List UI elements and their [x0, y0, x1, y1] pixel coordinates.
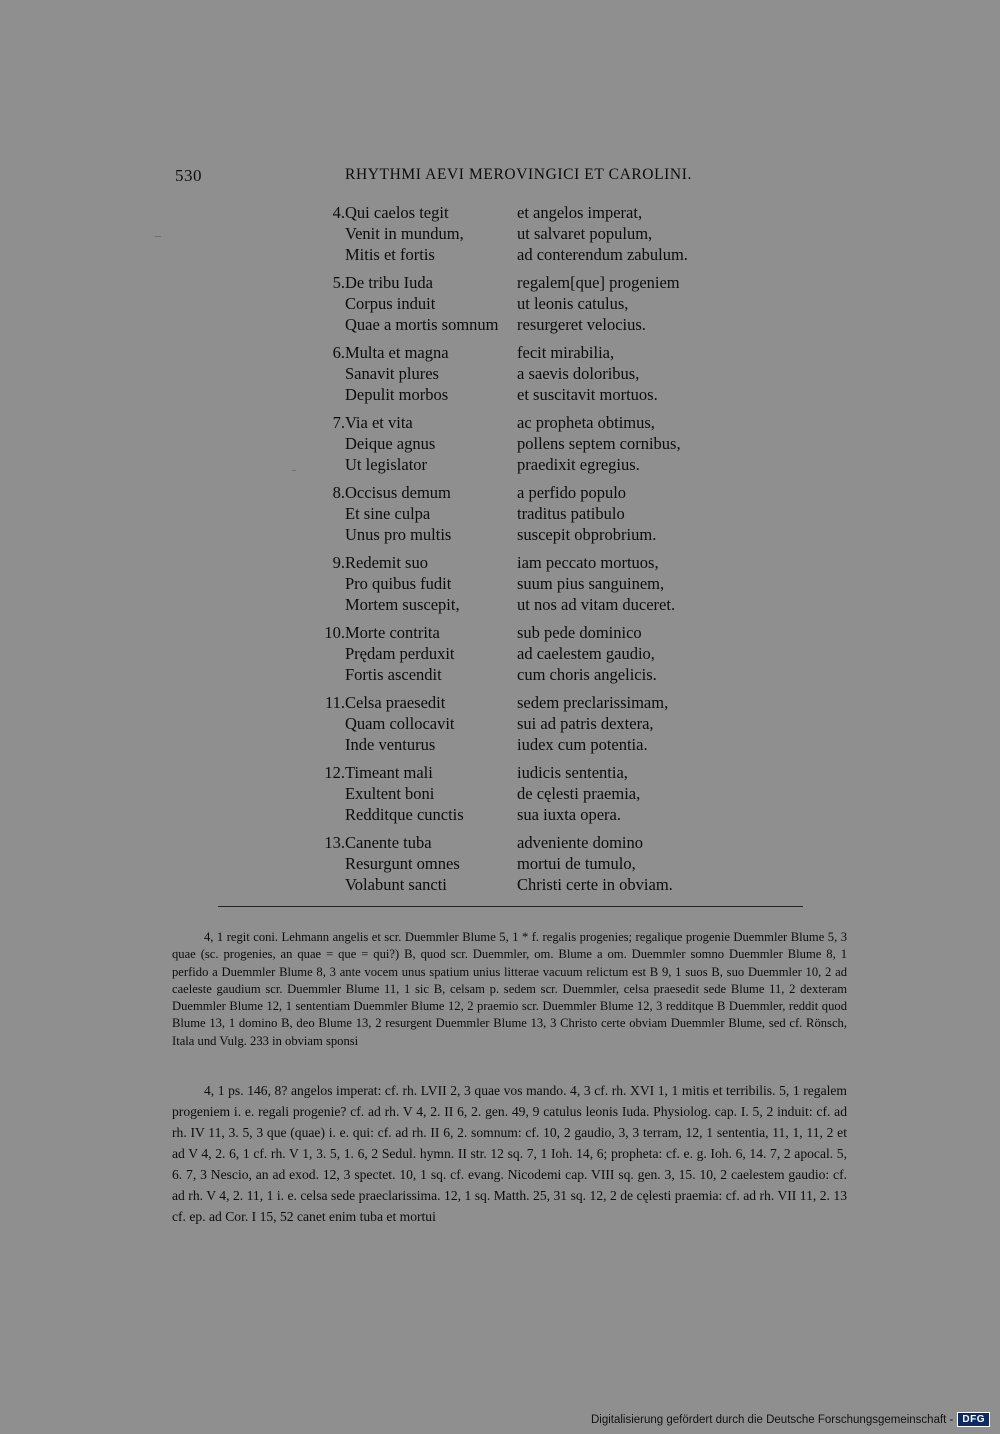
verse-first-half: Depulit morbos — [345, 385, 449, 404]
dfg-logo: DFG — [957, 1412, 990, 1427]
stanza-number: 12. — [324, 763, 345, 782]
verse-second-half: iudicis sententia, — [517, 763, 628, 782]
verse-second-half: iudex cum potentia. — [517, 735, 648, 754]
verse-second-half: resurgeret velocius. — [517, 315, 646, 334]
verse-first-half: Corpus induit — [345, 294, 436, 313]
verse-second-half: ut nos ad vitam duceret. — [517, 595, 676, 614]
critical-apparatus: 4, 1 regit coni. Lehmann angelis et scr. Duemmler Blume 5, 1 * f. regalis progenies; regalique progenie Duemmler Blume 5, 3 quae (sc. progenies, an quae = que = qui?) B, quod scr. Duemmler, om. Blume a om. Duemmler somno Duemmler Blume 8, 1 perfido a Duemmler Blume 8, 3 ante vocem unus spatium unius litterae vacuum relictum est B 9, 1 suos B, suo Duemmler 10, 2 ad caeleste gaudium scr. Duemmler Blume 11, 1 sic B, celsam p. sedem scr. Duemmler, celsa praesedit sede Blume 11, 2 dexteram Duemmler Blume 12, 1 sententiam Duemmler Blume 12, 2 praemio scr. Duemmler Blume 12, 3 redditque B Duemmler, reddit quod Blume 13, 1 domino B, deo Blume 13, 2 resurgent Duemmler Blume 13, 3 Christo certe obviam Duemmler Blume, sed cf. Rönsch, Itala und Vulg. 233 in obviam sponsi — [172, 930, 847, 1048]
verse-first-half: Redditque cunctis — [345, 805, 464, 824]
verse-second-half: ut leonis catulus, — [517, 294, 629, 313]
verse-second-half: ad conterendum zabulum. — [517, 245, 688, 264]
verse-second-half: ad caelestem gaudio, — [517, 644, 655, 663]
verse-second-half: sui ad patris dextera, — [517, 714, 654, 733]
verse-first-half: Multa et magna — [345, 343, 449, 362]
verse-first-half: Sanavit plures — [345, 364, 439, 383]
verse-first-half: Resurgunt omnes — [345, 854, 460, 873]
verse-first-half: Prędam perduxit — [345, 644, 455, 663]
verse-first-half: Inde venturus — [345, 735, 436, 754]
stanza-number: 13. — [324, 833, 345, 852]
verse-second-half: a perfido populo — [517, 483, 627, 502]
verse-second-half: cum choris angelicis. — [517, 665, 657, 684]
stanza — [0, 692, 1000, 762]
verse-first-half: Qui caelos tegit — [345, 203, 449, 222]
verse-second-half: sedem preclarissimam, — [517, 693, 669, 712]
verse-second-half: suscepit obprobrium. — [517, 525, 657, 544]
stanza-number: 5. — [332, 273, 345, 292]
stanza-number: 4. — [332, 203, 345, 222]
verse-first-half: Deique agnus — [345, 434, 436, 453]
verse-second-half: mortui de tumulo, — [517, 854, 636, 873]
stanza — [0, 552, 1000, 622]
stanza-number: 11. — [324, 693, 345, 712]
verse-first-half: Mitis et fortis — [345, 245, 435, 264]
verse-first-half: Via et vita — [345, 413, 413, 432]
verse-second-half: iam peccato mortuos, — [517, 553, 659, 572]
credit-text: Digitalisierung gefördert durch die Deutsche Forschungsgemeinschaft - — [590, 1413, 954, 1426]
footnote-separator — [218, 906, 803, 907]
verse-first-half: Timeant mali — [345, 763, 433, 782]
poem — [0, 202, 1000, 902]
stanza — [0, 482, 1000, 552]
verse-second-half: a saevis doloribus, — [517, 364, 640, 383]
stanza — [0, 622, 1000, 692]
verse-first-half: Volabunt sancti — [345, 875, 447, 894]
verse-first-half: Canente tuba — [345, 833, 432, 852]
digitization-credit — [591, 1412, 990, 1427]
stanza-number: 10. — [324, 623, 345, 642]
verse-first-half: Venit in mundum, — [345, 224, 464, 243]
verse-second-half: traditus patibulo — [517, 504, 625, 523]
verse-first-half: Morte contrita — [345, 623, 440, 642]
stanza-number: 9. — [332, 553, 345, 572]
verse-first-half: Occisus demum — [345, 483, 451, 502]
verse-second-half: sub pede dominico — [517, 623, 642, 642]
verse-first-half: Quam collocavit — [345, 714, 455, 733]
stanza — [0, 762, 1000, 832]
verse-second-half: ut salvaret populum, — [517, 224, 653, 243]
stanza-number: 7. — [332, 413, 345, 432]
verse-second-half: fecit mirabilia, — [517, 343, 615, 362]
verse-first-half: Et sine culpa — [345, 504, 431, 523]
stanza-number: 6. — [332, 343, 345, 362]
verse-first-half: Quae a mortis somnum — [345, 315, 499, 334]
verse-second-half: pollens septem cornibus, — [517, 434, 681, 453]
stanza — [0, 342, 1000, 412]
verse-second-half: regalem[que] progeniem — [517, 273, 680, 292]
verse-first-half: Pro quibus fudit — [345, 574, 452, 593]
verse-second-half: Christi certe in obviam. — [517, 875, 673, 894]
stanza — [0, 412, 1000, 482]
running-title: RHYTHMI AEVI MEROVINGICI ET CAROLINI. — [345, 166, 692, 183]
verse-second-half: adveniente domino — [517, 833, 644, 852]
verse-first-half: Ut legislator — [345, 455, 428, 474]
page-number: 530 — [175, 166, 202, 185]
stanza — [0, 832, 1000, 902]
source-notes: 4, 1 ps. 146, 8? angelos imperat: cf. rh. LVII 2, 3 quae vos mando. 4, 3 cf. rh. XVI 1, 1 mitis et terribilis. 5, 1 regalem progeniem i. e. regali progenie? cf. ad rh. V 4, 2. II 6, 2. gen. 49, 9 catulus leonis Iuda. Physiolog. cap. I. 5, 2 induit: cf. ad rh. IV 11, 3. 5, 3 que (quae) i. e. qui: cf. ad rh. II 6, 2. somnum: cf. 10, 2 gaudio, 3, 3 terram, 12, 1 sententia, 11, 1, 11, 2 et ad V 4, 2. 6, 1 cf. rh. V 1, 3. 5, 1. 6, 2 Sedul. hymn. II str. 12 sq. 7, 1 Ioh. 14, 6; propheta: cf. e. g. Ioh. 6, 14. 7, 2 apocal. 5, 6. 7, 3 Nescio, an ad exod. 12, 3 spectet. 10, 1 sq. cf. evang. Nicodemi cap. VIII sq. gen. 3, 15. 10, 2 caelestem gaudio: cf. ad rh. V 4, 2. 11, 1 i. e. celsa sede praeclarissima. 12, 1 sq. Matth. 25, 31 sq. 12, 2 de cęlesti praemia: cf. ad rh. VII 11, 2. 13 cf. ep. ad Cor. I 15, 52 canet enim tuba et mortui — [172, 1083, 847, 1224]
verse-first-half: Celsa praesedit — [345, 693, 446, 712]
verse-second-half: praedixit egregius. — [517, 455, 640, 474]
verse-first-half: Unus pro multis — [345, 525, 452, 544]
verse-second-half: sua iuxta opera. — [517, 805, 622, 824]
verse-second-half: et angelos imperat, — [517, 203, 643, 222]
verse-second-half: ac propheta obtimus, — [517, 413, 655, 432]
verse-second-half: et suscitavit mortuos. — [517, 385, 658, 404]
stanza — [0, 202, 1000, 272]
verse-first-half: Redemit suo — [345, 553, 428, 572]
stanza-number: 8. — [332, 483, 345, 502]
verse-first-half: Mortem suscepit, — [345, 595, 460, 614]
verse-first-half: Exultent boni — [345, 784, 435, 803]
verse-second-half: de cęlesti praemia, — [517, 784, 641, 803]
verse-second-half: suum pius sanguinem, — [517, 574, 665, 593]
verse-first-half: De tribu Iuda — [345, 273, 433, 292]
verse-first-half: Fortis ascendit — [345, 665, 442, 684]
stanza — [0, 272, 1000, 342]
